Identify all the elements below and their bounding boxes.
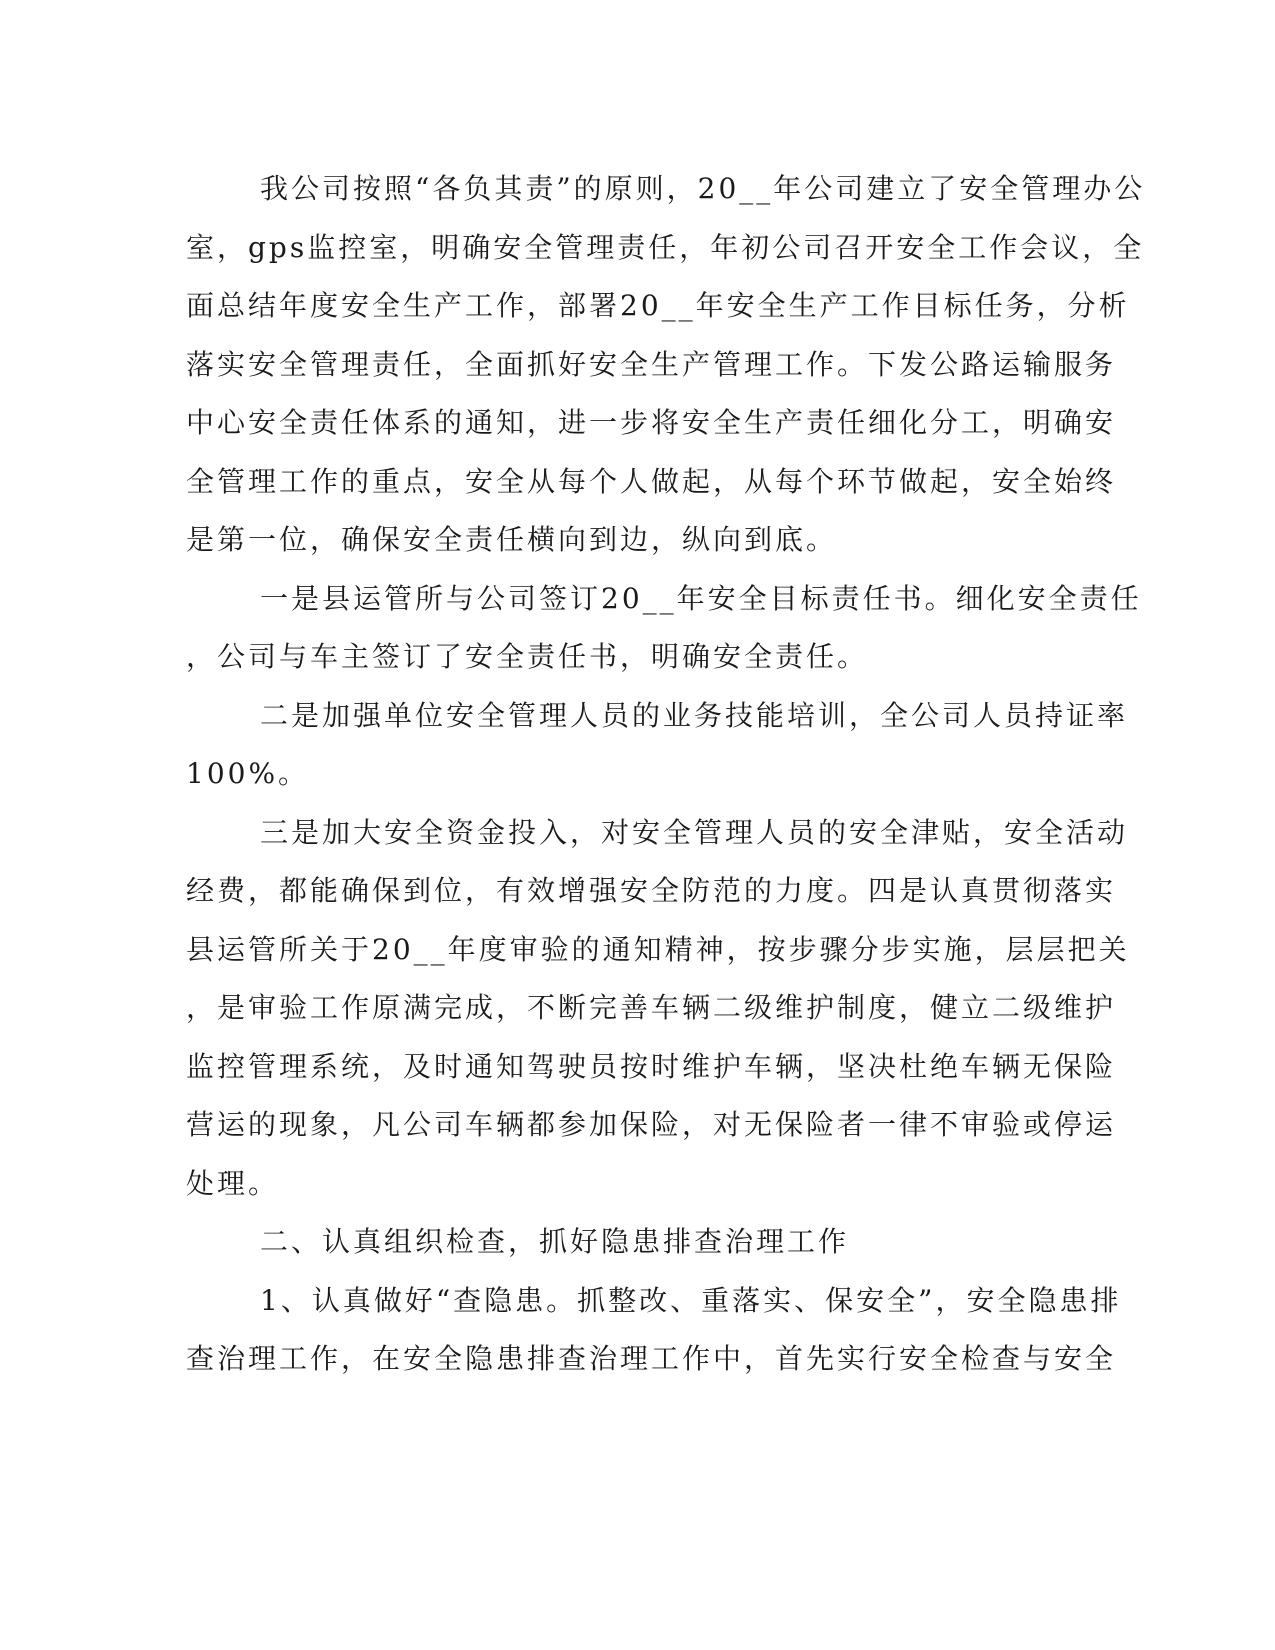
section-heading: 二、认真组织检查，抓好隐患排查治理工作 — [260, 1225, 850, 1258]
text-line: 查治理工作，在安全隐患排查治理工作中，首先实行安全检查与安全 — [186, 1342, 1117, 1375]
text-line: 落实安全管理责任，全面抓好安全生产管理工作。下发公路运输服务 — [186, 347, 1117, 381]
text-line: 我公司按照“各负其责”的原则，20__年公司建立了安全管理办公 — [260, 172, 1146, 205]
text-line: 经费，都能确保到位，有效增强安全防范的力度。四是认真贯彻落实 — [186, 874, 1117, 907]
text-line: ，公司与车主签订了安全责任书，明确安全责任。 — [186, 640, 869, 673]
text-line: 二是加强单位安全管理人员的业务技能培训，全公司人员持证率 — [260, 698, 1129, 732]
text-line: 处理。 — [186, 1166, 280, 1200]
text-line: 全管理工作的重点，安全从每个人做起，从每个环节做起，安全始终 — [186, 464, 1117, 498]
text-line: 中心安全责任体系的通知，进一步将安全生产责任细化分工，明确安 — [186, 406, 1117, 439]
text-line: 1、认真做好“查隐患。抓整改、重落实、保安全”，安全隐患排 — [260, 1283, 1122, 1317]
text-line: 面总结年度安全生产工作，部署20__年安全生产工作目标任务，分析 — [186, 289, 1130, 322]
text-line: 一是县运管所与公司签订20__年安全目标责任书。细化安全责任 — [260, 581, 1142, 615]
text-line: 100%。 — [186, 757, 310, 790]
text-line: 室，gps监控室，明确安全管理责任，年初公司召开安全工作会议，全 — [186, 230, 1145, 264]
document-body — [186, 160, 1146, 1389]
text-line: 三是加大安全资金投入，对安全管理人员的安全津贴，安全活动 — [260, 815, 1129, 849]
text-line: 监控管理系统，及时通知驾驶员按时维护车辆，坚决杜绝车辆无保险 — [186, 1049, 1117, 1083]
text-line: 是第一位，确保安全责任横向到边，纵向到底。 — [186, 523, 838, 556]
text-line: 县运管所关于20__年度审验的通知精神，按步骤分步实施，层层把关 — [186, 932, 1130, 966]
text-line: ，是审验工作原满完成，不断完善车辆二级维护制度，健立二级维护 — [186, 991, 1117, 1024]
text-line: 营运的现象，凡公司车辆都参加保险，对无保险者一律不审验或停运 — [186, 1108, 1117, 1141]
